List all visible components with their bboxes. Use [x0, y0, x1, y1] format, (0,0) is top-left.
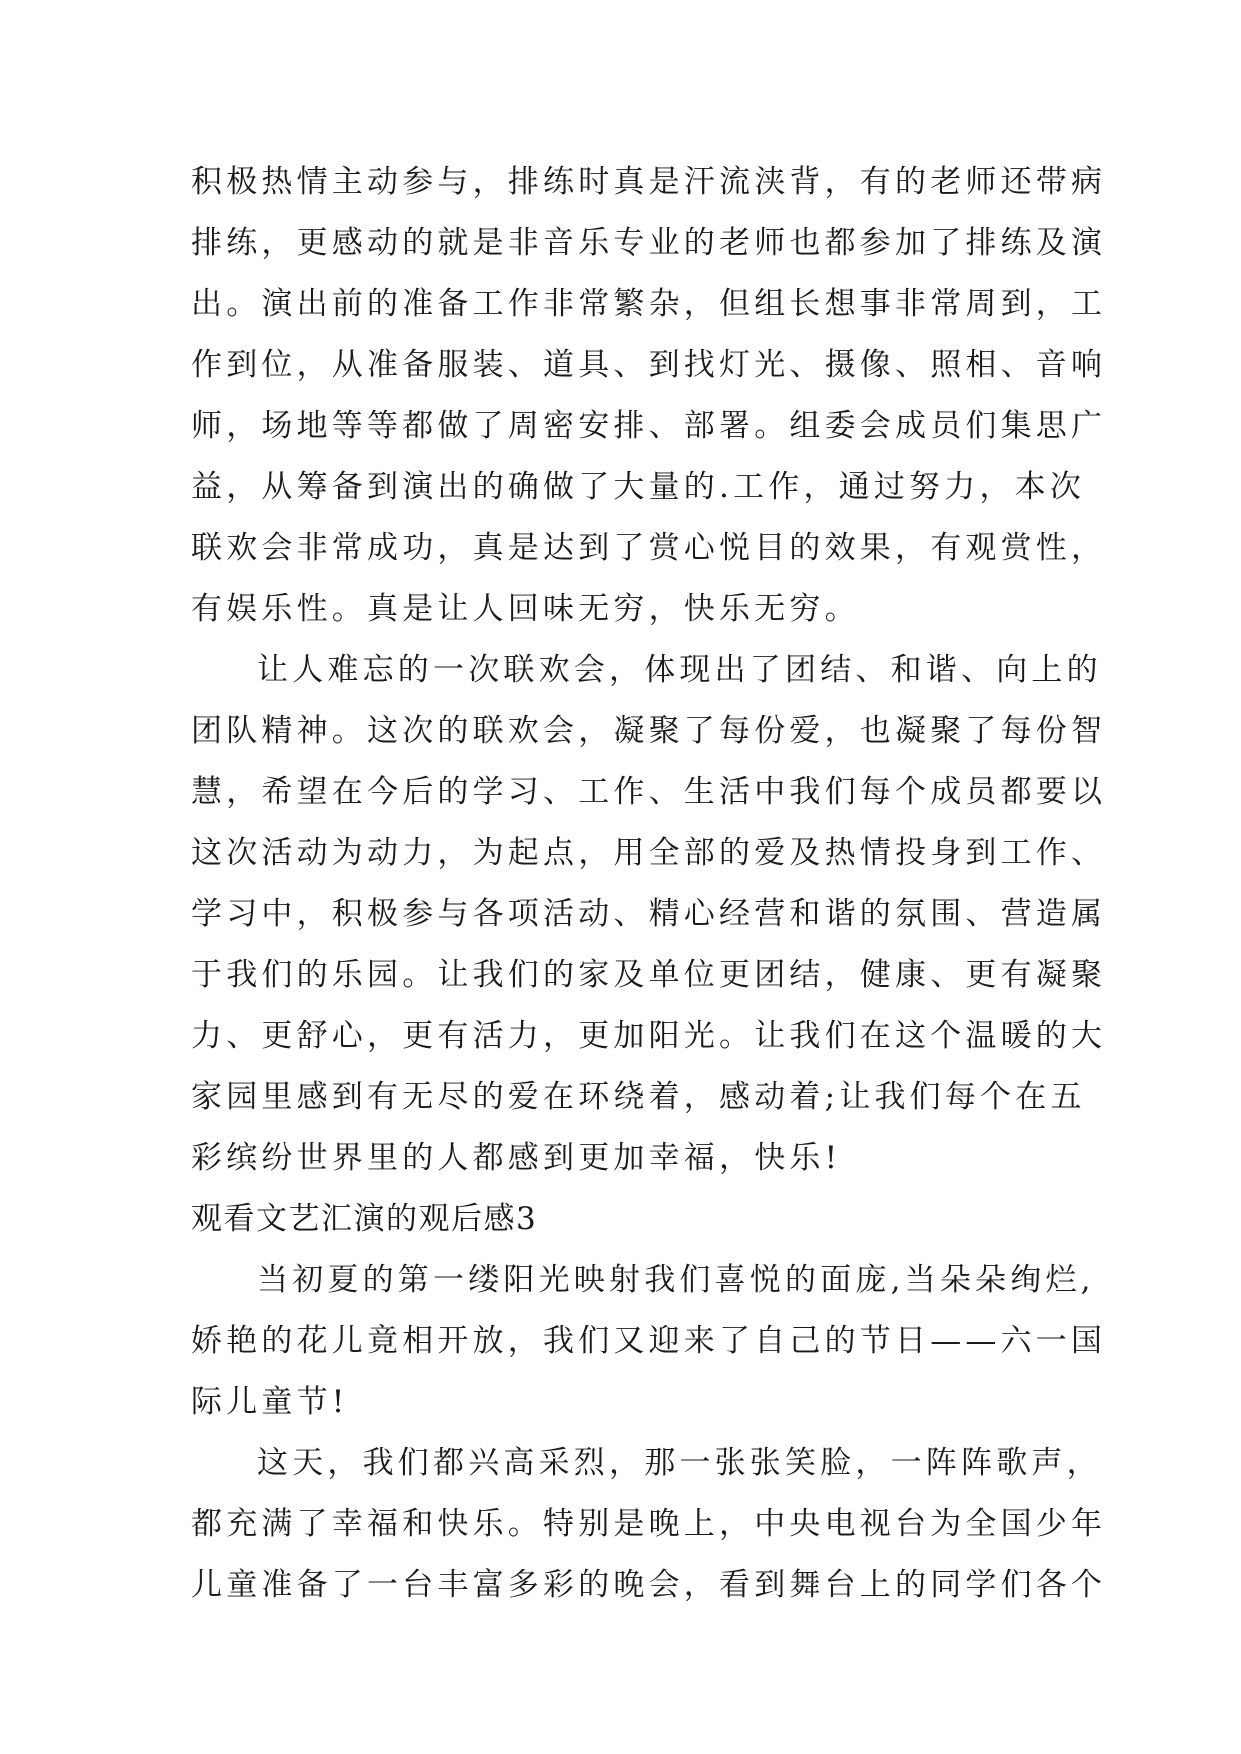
text-line: 力、更舒心，更有活力，更加阳光。让我们在这个温暖的大: [191, 1018, 1107, 1054]
text-line: 联欢会非常成功，真是达到了赏心悦目的效果，有观赏性，: [191, 530, 1107, 566]
text-line: 出。演出前的准备工作非常繁杂，但组长想事非常周到，工: [191, 286, 1107, 322]
text-line: 际儿童节!: [191, 1384, 349, 1420]
document-body: [191, 152, 1107, 1616]
paragraph-start-line: 当初夏的第一缕阳光映射我们喜悦的面庞,当朵朵绚烂,: [257, 1262, 1095, 1298]
text-line: 这次活动为动力，为起点，用全部的爱及热情投身到工作、: [191, 835, 1107, 871]
text-line: 团队精神。这次的联欢会，凝聚了每份爱，也凝聚了每份智: [191, 713, 1107, 749]
text-line: 作到位，从准备服装、道具、到找灯光、摄像、照相、音响: [191, 347, 1107, 383]
text-line: 家园里感到有无尽的爱在环绕着，感动着;让我们每个在五: [191, 1079, 1086, 1115]
text-line: 娇艳的花儿竟相开放，我们又迎来了自己的节日——六一国: [191, 1323, 1107, 1359]
text-line: 益，从筹备到演出的确做了大量的.工作，通过努力，本次: [191, 469, 1086, 505]
text-line: 有娱乐性。真是让人回味无穷，快乐无穷。: [191, 591, 860, 627]
text-line: 彩缤纷世界里的人都感到更加幸福，快乐!: [191, 1140, 842, 1176]
section-title: 观看文艺汇演的观后感3: [191, 1201, 538, 1237]
text-line: 积极热情主动参与，排练时真是汗流浃背，有的老师还带病: [191, 164, 1107, 200]
text-line: 于我们的乐园。让我们的家及单位更团结，健康、更有凝聚: [191, 957, 1107, 993]
text-line: 学习中，积极参与各项活动、精心经营和谐的氛围、营造属: [191, 896, 1107, 932]
text-line: 慧，希望在今后的学习、工作、生活中我们每个成员都要以: [191, 774, 1107, 810]
text-line: 排练，更感动的就是非音乐专业的老师也都参加了排练及演: [191, 225, 1107, 261]
paragraph-start-line: 这天，我们都兴高采烈，那一张张笑脸，一阵阵歌声，: [257, 1445, 1102, 1481]
text-line: 师，场地等等都做了周密安排、部署。组委会成员们集思广: [191, 408, 1107, 444]
paragraph-start-line: 让人难忘的一次联欢会，体现出了团结、和谐、向上的: [257, 652, 1102, 688]
text-line: 儿童准备了一台丰富多彩的晚会，看到舞台上的同学们各个: [191, 1567, 1107, 1603]
text-line: 都充满了幸福和快乐。特别是晚上，中央电视台为全国少年: [191, 1506, 1107, 1542]
